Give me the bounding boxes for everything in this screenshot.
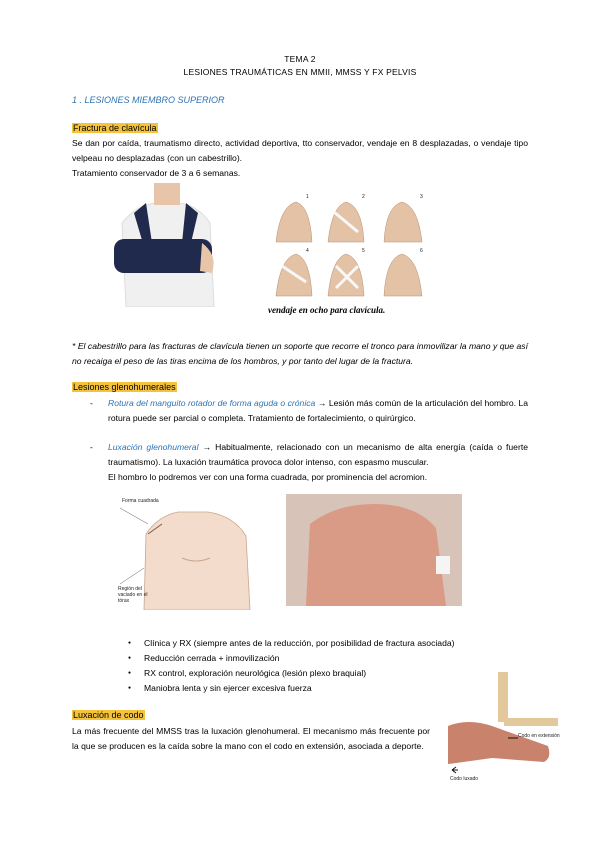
doc-subtitle: LESIONES TRAUMÁTICAS EN MMII, MMSS Y FX PELVIS	[183, 67, 417, 77]
bandage-caption: vendaje en ocho para clavícula.	[268, 305, 386, 315]
list-item: ● Reducción cerrada + inmovilización	[128, 651, 528, 666]
step-label: 2	[362, 194, 365, 200]
luxacion-title: Luxación glenohumeral	[108, 442, 199, 452]
bandage-steps-figure	[266, 192, 432, 302]
arrow-icon: →	[202, 442, 212, 452]
list-item: ● Maniobra lenta y sin ejercer excesiva fuerza	[128, 681, 528, 696]
clavicula-note: * El cabestrillo para las fracturas de clavícula tienen un soporte que recorre el tronco para inmovilizar la mano y que así no recaiga el peso de las tiras encima de los hombros, y por tanto del lugar de la fractura.	[72, 341, 528, 366]
sling-photo	[106, 183, 228, 307]
list-item: ● Clínica y RX (siempre antes de la reducción, por posibilidad de fractura asociada)	[128, 636, 528, 651]
list-item: ● RX control, exploración neurológica (lesión plexo braquial)	[128, 666, 528, 681]
dislocation-photo	[286, 494, 462, 606]
fig-label-bottom: Región del vaciado en el tórax	[118, 586, 148, 604]
codo-text: La más frecuente del MMSS tras la luxación glenohumeral. El mecanismo más frecuente por la que se producen es la caída sobre la mano con el codo en extensión, asociada a deporte.	[72, 726, 430, 751]
elbow-illustration	[448, 666, 562, 784]
item-manguito: - Rotura del manguito rotador de forma aguda o crónica → Lesión más común de la articulación del hombro. La rotura puede ser parcial o completa. Tratamiento de fortalecimiento, o quirúrgico.	[90, 398, 528, 423]
elbow-label-2: Codo luxado	[450, 776, 479, 782]
step-label: 5	[362, 248, 365, 254]
item-luxacion: - Luxación glenohumeral → Habitualmente, relacionado con un mecanismo de alta energía (caída o fuerte traumatismo). La luxación traumática provoca dolor intenso, con espasmo muscular. El hombro lo podremos ver con una forma cuadrada, por prominencia del acromion.	[90, 442, 528, 482]
step-label: 6	[420, 248, 423, 254]
luxacion-text: Habitualmente, relacionado con un mecanismo de alta energía (caída o fuerte traumatismo). La luxación traumática provoca dolor intenso, con espasmo muscular.	[108, 442, 528, 467]
clavicula-text: Se dan por caída, traumatismo directo, actividad deportiva, tto conservador, vendaje en 8 desplazadas, o vendaje tipo velpeau no desplazadas (con un cabestrillo).	[72, 138, 528, 163]
arrow-icon: →	[317, 398, 327, 408]
step-label: 3	[420, 194, 423, 200]
step-label: 4	[306, 248, 309, 254]
luxacion-text2: El hombro lo podremos ver con una forma cuadrada, por prominencia del acromion.	[108, 472, 428, 482]
heading-glenohumerales: Lesiones glenohumerales	[73, 382, 176, 392]
doc-tema: TEMA 2	[284, 54, 316, 64]
fig-label-top: Forma cuadrada	[122, 498, 159, 504]
manguito-title: Rotura del manguito rotador de forma aguda o crónica	[108, 398, 316, 408]
section-title: 1 . LESIONES MIEMBRO SUPERIOR	[72, 95, 225, 105]
step-label: 1	[306, 194, 309, 200]
elbow-label-1: Codo en extensión	[518, 733, 560, 739]
heading-clavicula: Fractura de clavícula	[73, 123, 157, 133]
heading-codo: Luxación de codo	[73, 710, 144, 720]
shoulder-illustration	[118, 494, 270, 610]
manguito-text: Lesión más común de la articulación del hombro. La rotura puede ser parcial o completa. Tratamiento de fortalecimiento, o quirúrgico.	[108, 398, 528, 423]
clavicula-treatment: Tratamiento conservador de 3 a 6 semanas.	[72, 168, 241, 178]
